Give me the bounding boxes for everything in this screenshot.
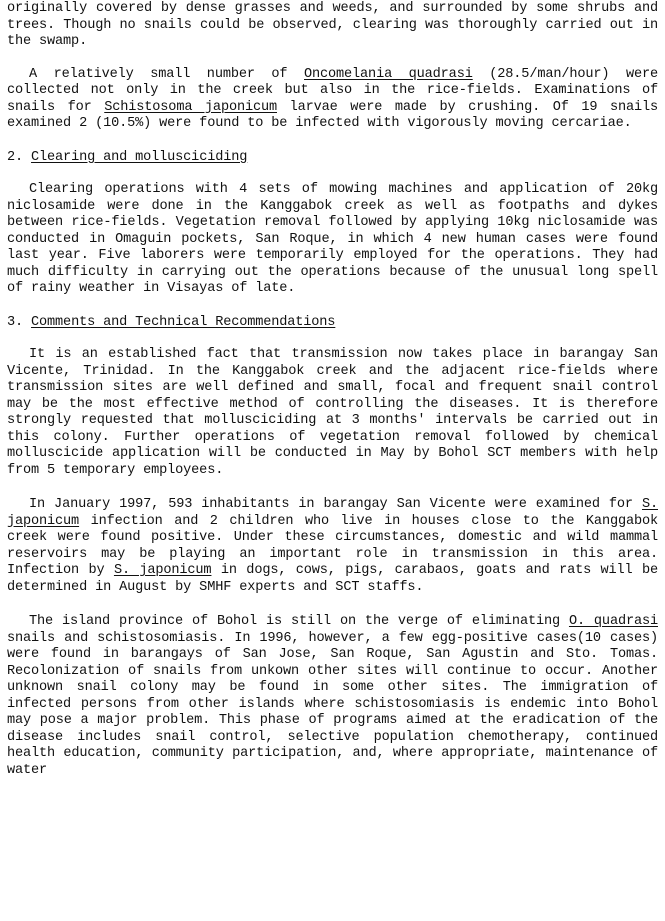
species-name-o-quadrasi: O. quadrasi xyxy=(568,614,658,629)
paragraph-bohol-province xyxy=(7,614,658,779)
text-run: in dogs, cows, pigs, carabaos, goats and rats will be determined in August by SMHF experts and SCT staffs. xyxy=(7,563,658,595)
text-run: The island province of Bohol is still on the verge of eliminating xyxy=(29,614,569,629)
species-name-oncomelania: Oncomelania quadrasi xyxy=(304,66,473,82)
text-run: In January 1997, 593 inhabitants in barangay San Vicente were examined for xyxy=(29,497,642,512)
text-run: snails and schistosomiasis. In 1996, however, a few egg-positive cases(10 cases) were found in barangays of San Jose, San Roque, San Agustin and Sto. Tomas. Recolonization of snails from unkown other sites will continue to occur. Another unknown snail colony may be found in some other sites. The immigration of infected persons from other islands where schistosomiasis is endemic into Bohol may pose a major problem. This phase of programs aimed at the eradication of the disease includes snail control, selective population chemotherapy, continued health education, community participation, and, where appropriate, maintenance of water xyxy=(7,630,658,778)
text-run: A relatively small number of xyxy=(29,66,304,82)
section-number: 3. xyxy=(7,314,32,330)
section-title: Comments and Technical Recommendations xyxy=(31,314,336,330)
section-number: 2. xyxy=(7,149,32,165)
paragraph-clearing-operations: Clearing operations with 4 sets of mowing machines and application of 20kg niclosamide were done in the Kanggabok creek as well as footpaths and dykes between rice-fields. Vegetation removal followed by applying 10kg niclosamide was conducted in Omaguin pockets, San Roque, in which 4 new human cases were found last year. Five laborers were temporarily employed for the operations. They had much difficulty in carrying out the operations because of the unusual long spell of rainy weather in Visayas of late. xyxy=(7,182,658,296)
section-title: Clearing and mollusciciding xyxy=(31,149,248,165)
text-run: (28.5/man/hour) were collected not only in the creek but also in the rice-fields. Examinations of snails for xyxy=(7,66,658,115)
species-name-s-japonicum: S. japonicum xyxy=(7,497,658,529)
paragraph-snail-collection xyxy=(7,67,658,133)
paragraph-inhabitants-examined xyxy=(7,497,658,596)
paragraph-swamp-clearing: originally covered by dense grasses and weeds, and surrounded by some shrubs and trees. Though no snails could be observed, clearing was thoroughly carried out in the swamp. xyxy=(7,1,658,49)
section-heading-clearing xyxy=(7,150,658,167)
text-run: infection and 2 children who live in houses close to the Kanggabok creek were found positive. Under these circumstances, domestic and wild mammal reservoirs may be playing an important role in transmission in this area. Infection by xyxy=(7,513,658,578)
text-run: larvae were made by crushing. Of 19 snails examined 2 (10.5%) were found to be infected with vigorously moving cercariae. xyxy=(7,99,658,131)
species-name-schistosoma: Schistosoma japonicum xyxy=(104,99,277,115)
paragraph-transmission: It is an established fact that transmission now takes place in barangay San Vicente, Trinidad. In the Kanggabok creek and the adjacent rice-fields where transmission sites are well defined and small, focal and frequent snail control may be the most effective method of controlling the diseases. It is therefore strongly requested that mollusciciding at 3 months' intervals be carried out in this colony. Further operations of vegetation removal followed by chemical molluscicide application will be conducted in May by Bohol SCT members with help from 5 temporary employees. xyxy=(7,347,658,478)
section-heading-comments xyxy=(7,315,658,332)
document-page xyxy=(7,1,658,779)
species-name-s-japonicum: S. japonicum xyxy=(113,563,212,578)
